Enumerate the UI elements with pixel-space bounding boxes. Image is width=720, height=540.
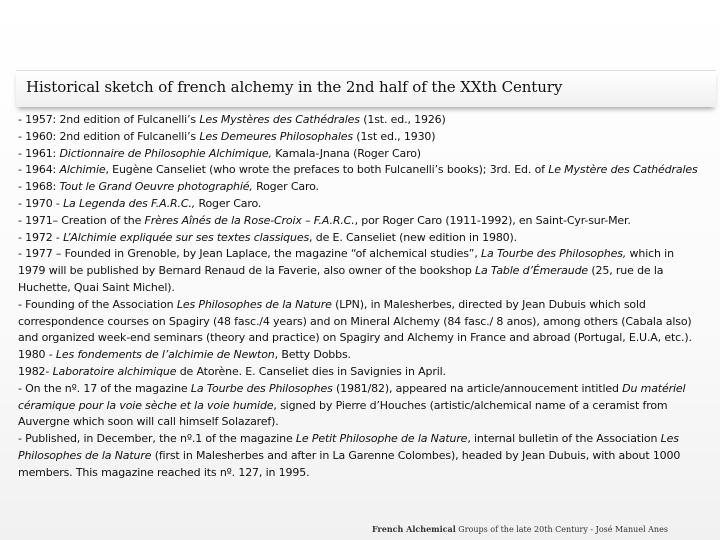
entry-text: (25, rue de la Huchette, Quai Saint Michel). (18, 264, 664, 294)
entry-text: - 1960: 2nd edition of Fulcanelli’s (18, 129, 200, 143)
entry-text: - Founding of the Association (18, 297, 177, 311)
chronology-entry (18, 246, 702, 296)
chronology-entry (18, 196, 702, 213)
chronology-entry (18, 146, 702, 163)
entry-text: (1st ed., 1930) (352, 129, 436, 143)
footer-bold-text: French Alchemical (372, 524, 456, 534)
entry-title-text: Les Philosophes de la Nature (176, 297, 332, 311)
entry-text: (1981/82), appeared na article/annoucement intitled (332, 381, 623, 395)
entry-text: , internal bulletin of the Association (467, 432, 661, 446)
entry-text: Roger Caro. (195, 196, 262, 210)
chronology-entry (18, 213, 702, 230)
entry-title-text: Du matériel céramique pour la voie sèche et la voie humide (18, 381, 686, 412)
slide-title: Historical sketch of french alchemy in the 2nd half of the XXth Century (26, 78, 563, 96)
chronology-entry (18, 230, 702, 247)
entry-title-text: Alchimie (59, 163, 106, 177)
slide-footer (372, 524, 712, 534)
entry-title-text: Les fondements de l’alchimie de Newton (55, 348, 275, 362)
entry-text: , Betty Dobbs. (274, 348, 351, 362)
entry-title-text: La Table d’Émeraude (475, 264, 589, 278)
footer-text: Groups of the late 20th Century - José Manuel Anes (455, 525, 668, 534)
entry-title-text: La Legenda des F.A.R.C., (63, 196, 196, 210)
entry-title-text: Laboratoire alchimique (52, 364, 177, 378)
entry-text: - On the nº. 17 of the magazine (18, 381, 191, 395)
entry-title-text: Les Demeures Philosophales (199, 129, 353, 143)
entry-title-text: Les Mystères des Cathédrales (199, 113, 360, 126)
entry-text: 1982- (18, 364, 53, 378)
entry-text: - 1977 – Founded in Grenoble, by Jean Laplace, the magazine “of alchemical studies”, (18, 247, 482, 261)
chronology-entry (18, 381, 702, 431)
entry-title-text: Le Petit Philosophe de la Nature (295, 432, 468, 446)
entry-title-text: La Tourbe des Philosophes, (481, 247, 627, 261)
entry-title-text: Le Mystère des Cathédrales (548, 163, 698, 177)
entry-text: (1st. ed., 1926) (359, 113, 446, 126)
chronology-entry (18, 179, 702, 196)
chronology-entry (18, 347, 702, 364)
entry-title-text: Les Philosophes de la Nature (18, 432, 679, 462)
entry-text: Roger Caro. (252, 180, 319, 194)
entry-title-text: Tout le Grand Oeuvre photographié, (59, 180, 253, 194)
entry-text: , de E. Canseliet (new edition in 1980). (309, 230, 518, 244)
chronology-entry (18, 431, 702, 481)
entry-title-text: La Tourbe des Philosophes (190, 381, 333, 395)
chronology-entry (18, 297, 702, 347)
entry-text: - Published, in December, the nº.1 of the magazine (18, 432, 296, 446)
entry-title-text: L’Alchimie expliquée sur ses textes classiques (63, 230, 310, 244)
chronology-entry (18, 364, 702, 381)
entry-text: - 1964: (18, 163, 60, 177)
entry-text: which in 1979 will be published by Bernard Renaud de la Faverie, also owner of the bookshop (18, 247, 674, 278)
entry-text: (first in Malesherbes and after in La Garenne Colombes), headed by Jean Dubuis, with about 1000 members. This magazine reached its nº. 127, in 1995. (18, 448, 681, 479)
entry-text: - 1971– Creation of the (18, 213, 145, 227)
chronology-entry (18, 129, 702, 146)
entry-title-text: Dictionnaire de Philosophie Alchimique, (59, 146, 272, 160)
chronology-entry (18, 162, 702, 179)
chronology-entry (18, 112, 702, 129)
entry-title-text: Frères Aînés de la Rose-Croix – F.A.R.C. (144, 213, 355, 227)
entry-text: , signed by Pierre d’Houches (artistic/alchemical name of a ceramist from Auvergne which soon will call himself Solazaref). (18, 398, 668, 429)
chronology-list (18, 112, 702, 482)
entry-text: 1980 - (18, 348, 56, 362)
entry-text: de Atorène. E. Canseliet dies in Savignies in April. (176, 364, 446, 378)
entry-text: , por Roger Caro (1911-1992), en Saint-Cyr-sur-Mer. (354, 213, 631, 227)
entry-text: - 1957: 2nd edition of Fulcanelli’s (18, 113, 200, 126)
entry-text: (LPN), in Malesherbes, directed by Jean Dubuis which sold correspondence courses on Spagiry (48 fasc./4 years) and on Mineral Alchemy (84 fasc./ 8 anos), among others (Cabala also) and organized week-end seminars (theory and practice) on Spagiry and Alchemy in France and abroad (Portugal, E.U.A, etc.). (18, 297, 692, 345)
entry-text: , Eugène Canseliet (who wrote the prefaces to both Fulcanelli’s books); 3rd. Ed. of (105, 163, 549, 177)
entry-text: - 1961: (18, 146, 60, 160)
entry-text: - 1970 - (18, 196, 64, 210)
entry-text: - 1972 - (18, 230, 64, 244)
entry-text: - 1968: (18, 180, 60, 194)
entry-text: Kamala-Jnana (Roger Caro) (271, 146, 421, 160)
